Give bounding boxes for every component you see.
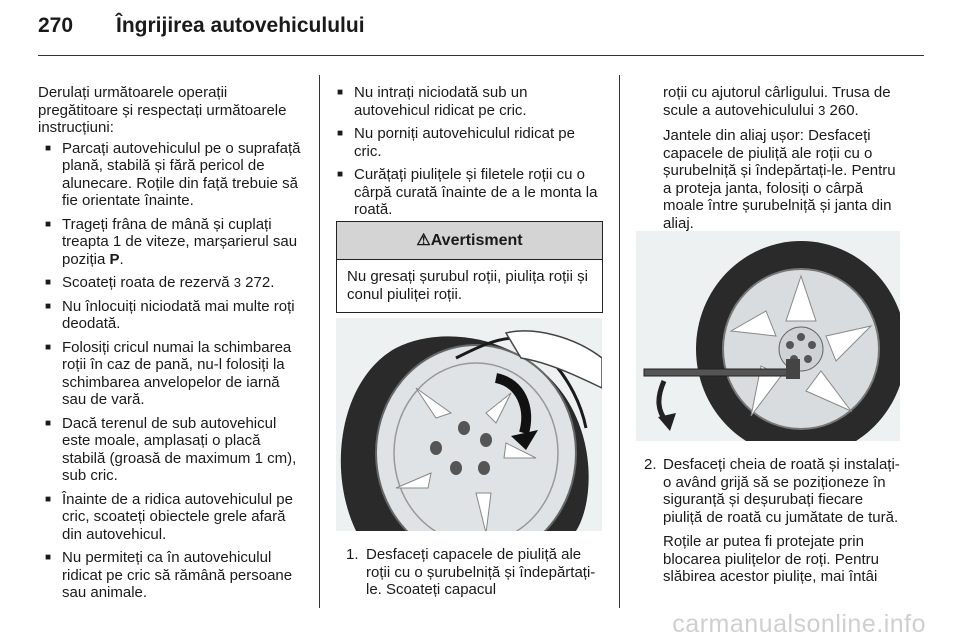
wheel-cover-illustration <box>336 318 602 531</box>
list-item: ■ Nu porniți autovehiculul ridicat pe cric. <box>334 125 604 160</box>
step-text: Desfaceți capacele de piuliță ale roții cu o șurubelniță și îndepărtați-le. Scoateți capacul <box>366 546 596 598</box>
list-item: ■ Înainte de a ridica autovehiculul pe cric, scoateți obiectele grele afară din autovehicul. <box>42 491 304 544</box>
list-item: ■ Parcați autovehiculul pe o suprafață plană, stabilă și fără pericol de alunecare. Roțile din față trebuie să fie orientate înainte. <box>42 140 304 210</box>
list-item: ■ Folosiți cricul numai la schimbarea roții în caz de pană, nu-l folosiți la schimbarea anvelopelor de iarnă sau de vară. <box>42 339 304 409</box>
column-2 <box>334 84 604 225</box>
list-item: ■ Trageți frâna de mână și cuplați treapta 1 de viteze, marșarierul sau poziția P. <box>42 216 304 269</box>
column-1 <box>38 84 304 608</box>
page-title: Îngrijirea autovehiculului <box>116 14 365 37</box>
step-number: 1. <box>346 546 359 563</box>
paragraph: roții cu ajutorul cârligului. Trusa de scule a autovehiculului 3 260. <box>663 84 891 119</box>
list-item: ■ Curățați piulițele și filetele roții cu o cârpă curată înainte de a le monta la roată. <box>334 166 604 219</box>
reference-arrow-icon: 3 <box>233 275 241 290</box>
step-text: Desfaceți cheia de roată și instalați-o având grijă să se poziționeze în siguranță și deșurubați fiecare piuliță de roată cu jumătate de tură. Roțile ar putea fi protejate prin blocarea piulițelor de roți. Pentru slăbirea acestor piulițe, mai întâi <box>637 456 903 586</box>
paragraph: Roțile ar putea fi protejate prin blocarea piulițelor de roți. Pentru slăbirea acestor piulițe, mai întâi <box>663 533 879 585</box>
list-item: ■ Scoateți roata de rezervă 3 272. <box>42 274 304 292</box>
list-item: ■ Nu înlocuiți niciodată mai multe roți deodată. <box>42 298 304 333</box>
column-3 <box>663 84 903 240</box>
warning-header <box>337 222 602 260</box>
wheel-wrench-illustration <box>636 231 900 441</box>
reference-arrow-icon: 3 <box>818 102 826 118</box>
column-divider-1 <box>319 75 320 608</box>
step-1 <box>338 546 604 599</box>
gear-p: P <box>109 250 120 268</box>
list-item: ■ Dacă terenul de sub autovehicul este moale, amplasați o placă stabilă (groasă de maximum 1 cm), sub cric. <box>42 415 304 485</box>
warning-box <box>336 221 603 313</box>
warning-triangle-icon: ⚠ <box>416 232 431 249</box>
page-number: 270 <box>38 14 74 37</box>
header-rule <box>38 55 924 56</box>
page-header <box>38 14 365 38</box>
step-2 <box>637 456 903 594</box>
step-number: 2. <box>644 456 657 473</box>
list-item: ■ Nu permiteți ca în autovehiculul ridicat pe cric să rămână persoane sau animale. <box>42 549 304 602</box>
intro-text: Derulați următoarele operații pregătitoare și respectați următoarele instrucțiuni: <box>38 84 287 136</box>
paragraph: Jantele din aliaj ușor: Desfaceți capacele de piuliță ale roții cu o șurubelniță și îndepărtați-le. Pentru a proteja janta, folosiți o cârpă moale între șurubelniță și janta din aliaj. <box>663 127 896 232</box>
warning-text: Nu gresați șurubul roții, piulița roții și conul piuliței roții. <box>347 268 588 303</box>
watermark: carmanualsonline.info <box>672 610 926 638</box>
column-divider-2 <box>619 75 620 608</box>
list-item: ■ Nu intrați niciodată sub un autovehicul ridicat pe cric. <box>334 84 604 119</box>
warning-title: Avertisment <box>430 232 523 249</box>
